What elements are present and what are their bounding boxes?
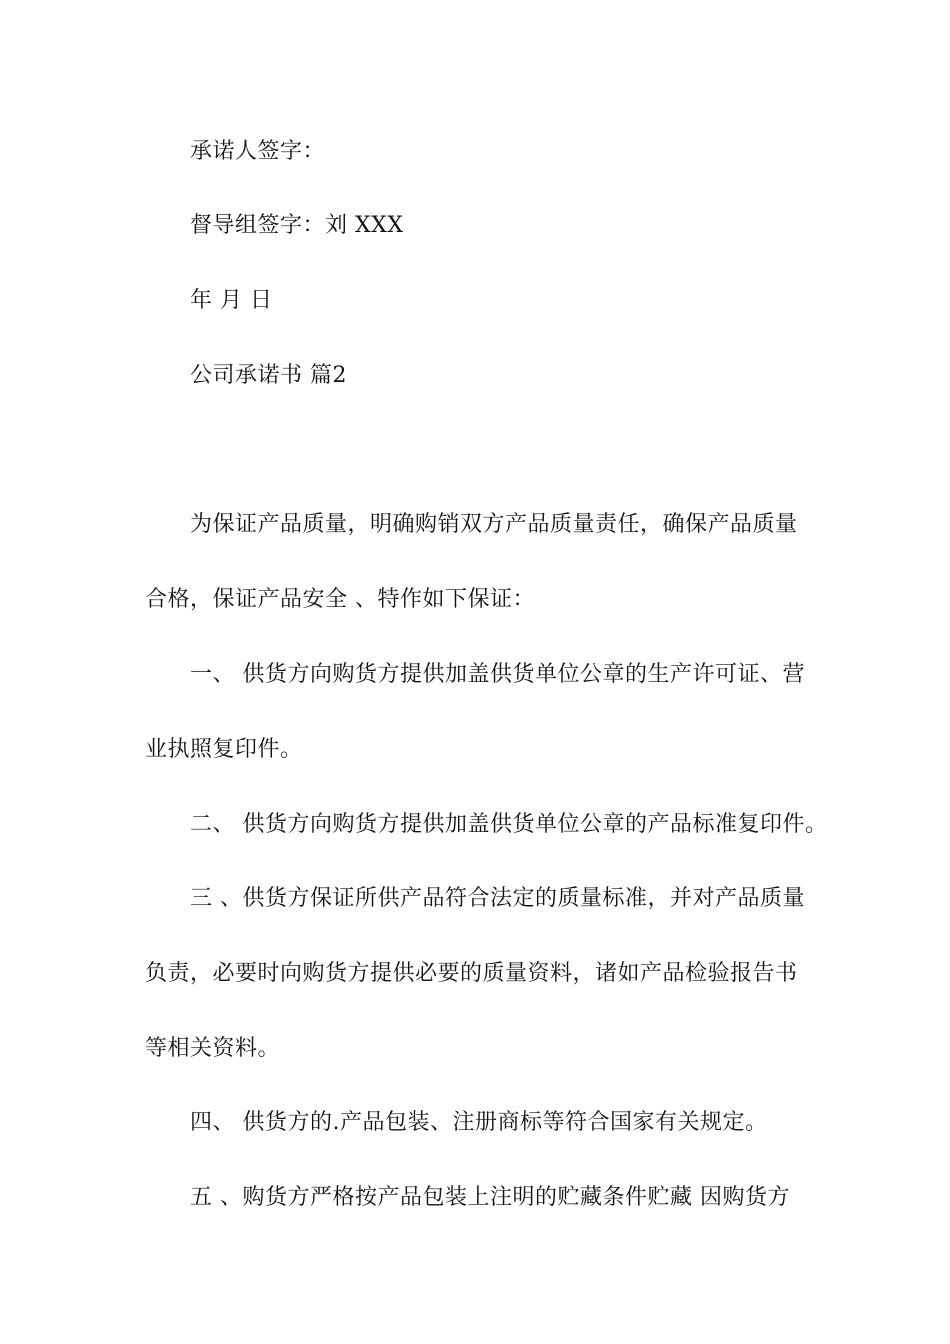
paragraph-line: 为保证产品质量，明确购销双方产品质量责任，确保产品质量 — [190, 512, 798, 537]
signature-line-supervisor: 督导组签字：刘 XXX — [190, 213, 404, 238]
paragraph-line: 二、 供货方向购货方提供加盖供货单位公章的产品标准复印件。 — [190, 812, 828, 837]
paragraph-line: 业执照复印件。 — [145, 737, 303, 762]
paragraph-line: 五 、购货方严格按产品包装上注明的贮藏条件贮藏 因购货方 — [190, 1185, 790, 1210]
date-line: 年 月 日 — [190, 288, 273, 313]
paragraph-line: 三 、供货方保证所供产品符合法定的质量标准，并对产品质量 — [190, 886, 805, 911]
paragraph-line: 负责，必要时向购货方提供必要的质量资料，诸如产品检验报告书 — [145, 961, 798, 986]
section-heading: 公司承诺书 篇2 — [190, 363, 347, 388]
paragraph-line: 四、 供货方的.产品包装、注册商标等符合国家有关规定。 — [190, 1110, 768, 1135]
paragraph-line: 合格，保证产品安全 、特作如下保证： — [145, 587, 535, 612]
paragraph-line: 一、 供货方向购货方提供加盖供货单位公章的生产许可证、营 — [190, 662, 805, 687]
signature-line-promisor: 承诺人签字： — [190, 139, 326, 164]
paragraph-line: 等相关资料。 — [145, 1036, 281, 1061]
